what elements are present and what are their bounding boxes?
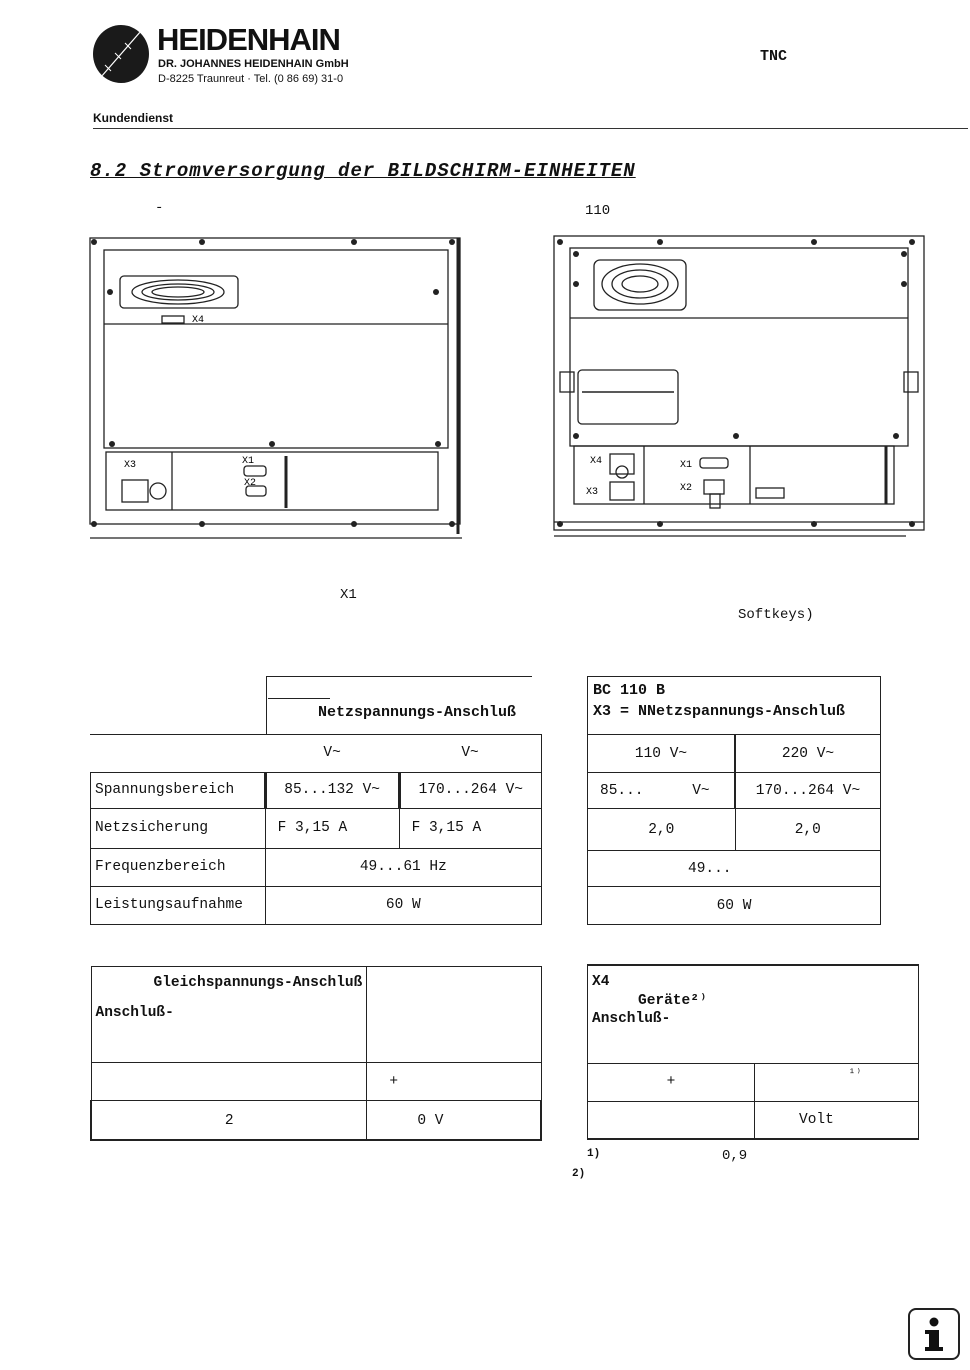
dc-right-pin-2 <box>588 1101 755 1139</box>
mains-left-header-subrule <box>268 698 330 699</box>
right-monitor-rear-drawing <box>550 232 930 542</box>
voltage-row <box>91 734 542 772</box>
left-label-x3: X3 <box>124 460 137 471</box>
dc-right-line3: Anschluß- <box>592 1011 671 1027</box>
company-name: DR. JOHANNES HEIDENHAIN GmbH <box>158 58 349 70</box>
dc-right-line2: Geräte²⁾ <box>638 993 708 1009</box>
range-a <box>588 773 736 809</box>
footnote-1-mark: 1) <box>587 1148 601 1160</box>
dc-left-header: Gleichspannungs-Anschluß <box>153 975 363 991</box>
table-row <box>588 1063 919 1101</box>
mains-right-table <box>587 734 881 925</box>
info-icon[interactable] <box>908 1308 960 1360</box>
table-row <box>588 851 881 887</box>
row-value-b: F 3,15 A <box>399 808 541 848</box>
range-a-unit: V~ <box>692 782 710 799</box>
row-value-b: 170...264 V~ <box>399 772 541 808</box>
row-label: Leistungsaufnahme <box>91 886 266 924</box>
left-label-x4: X4 <box>192 315 205 326</box>
left-monitor-rear-drawing <box>86 234 468 540</box>
note-x1: X1 <box>340 587 357 603</box>
table-row <box>588 887 881 925</box>
mains-right-title: BC 110 B <box>593 682 666 699</box>
section-title: 8.2 Stromversorgung der BILDSCHIRM-EINHEITEN <box>90 160 636 182</box>
table-row <box>91 886 542 924</box>
dc-left-pin-1 <box>91 1063 367 1101</box>
dc-left-table <box>90 966 542 1141</box>
fuse-a: 2,0 <box>588 809 736 851</box>
table-row <box>91 772 542 808</box>
row-value-a: 85...132 V~ <box>265 772 399 808</box>
dc-right-value-1: ¹⁾ <box>755 1063 919 1101</box>
voltage-a: V~ <box>323 744 341 761</box>
table-row <box>91 1101 541 1141</box>
dc-right-pin-1: + <box>588 1063 755 1101</box>
dc-right-value-2: Volt <box>755 1101 919 1139</box>
row-value-a: F 3,15 A <box>265 808 399 848</box>
department: Kundendienst <box>93 111 173 125</box>
power-value: 60 W <box>588 887 881 925</box>
dc-right-line1: X4 <box>592 974 610 990</box>
table-row <box>588 735 881 773</box>
left-label-x2: X2 <box>244 478 257 489</box>
dc-right-table <box>587 964 919 1140</box>
table-row <box>91 808 542 848</box>
right-label-x4: X4 <box>590 456 603 467</box>
dc-left-header-cell <box>91 967 367 1063</box>
right-label-x2: X2 <box>680 483 693 494</box>
freq-value: 49... <box>588 851 881 887</box>
mains-left-top-rule <box>266 676 532 677</box>
product-code: TNC <box>760 48 788 65</box>
voltage-b: 220 V~ <box>735 735 881 773</box>
row-label: Netzsicherung <box>91 808 266 848</box>
left-label-x1: X1 <box>242 456 255 467</box>
row-label: Frequenzbereich <box>91 848 266 886</box>
dc-left-value-1: + <box>367 1063 541 1101</box>
right-figure-caption: 110 <box>585 203 611 219</box>
right-label-x1: X1 <box>680 460 693 471</box>
table-row <box>91 1063 541 1101</box>
dc-left-value-2: 0 V <box>367 1101 541 1141</box>
brand-name: HEIDENHAIN <box>157 22 340 57</box>
fuse-b: 2,0 <box>735 809 881 851</box>
mains-left-table <box>90 734 542 925</box>
range-a-start: 85... <box>600 782 644 799</box>
table-row <box>588 809 881 851</box>
table-row <box>588 965 919 1063</box>
row-value: 60 W <box>265 886 541 924</box>
header-divider <box>93 128 968 129</box>
mains-left-header-divider <box>266 676 267 734</box>
table-row <box>588 773 881 809</box>
dc-left-pin-2: 2 <box>91 1101 367 1141</box>
dc-right-header-cell <box>588 965 919 1063</box>
left-figure-caption: - <box>155 200 164 216</box>
heidenhain-logo-icon <box>93 25 149 83</box>
footnote-2-mark: 2) <box>572 1168 586 1180</box>
footnote-1-text: 0,9 <box>722 1148 748 1164</box>
table-row <box>588 1101 919 1139</box>
table-row <box>91 967 541 1063</box>
voltage-a: 110 V~ <box>588 735 736 773</box>
table-row <box>91 848 542 886</box>
range-b: 170...264 V~ <box>735 773 881 809</box>
dc-left-bottom-rule <box>90 1139 542 1140</box>
dc-left-col-label: Anschluß- <box>95 1005 174 1021</box>
mains-left-header: Netzspannungs-Anschluß <box>318 704 517 721</box>
company-address: D-8225 Traunreut · Tel. (0 86 69) 31-0 <box>158 73 344 85</box>
row-label: Spannungsbereich <box>91 772 266 808</box>
row-value: 49...61 Hz <box>265 848 541 886</box>
note-softkeys: Softkeys) <box>738 607 814 623</box>
voltage-b: V~ <box>399 734 541 772</box>
dc-left-header-right <box>367 967 541 1063</box>
mains-right-subtitle: X3 = NNetzspannungs-Anschluß <box>593 703 846 720</box>
right-label-x3: X3 <box>586 487 599 498</box>
